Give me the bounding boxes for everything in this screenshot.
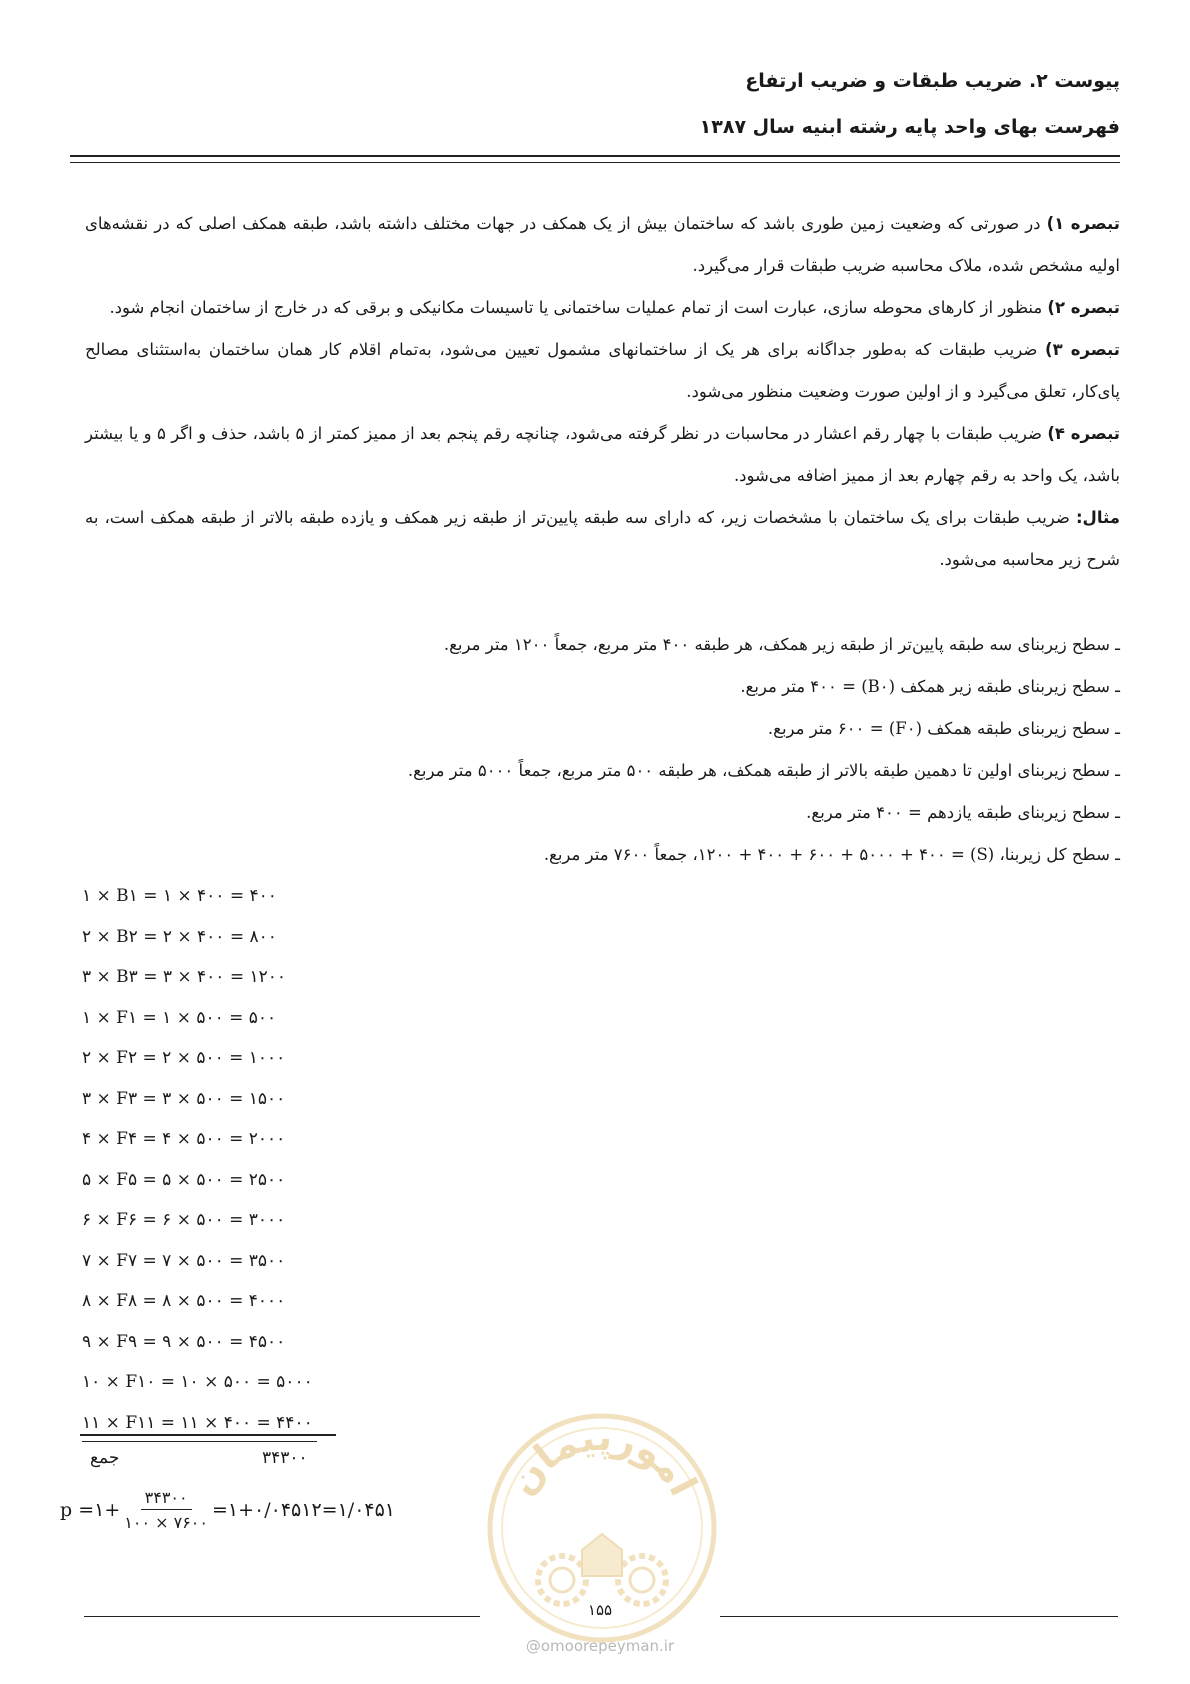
list-item: ـ سطح زیربنای سه طبقه پایین‌تر از طبقه زیر همکف، هر طبقه ۴۰۰ متر مربع، جمعاً ۱۲۰۰ متر مربع. [443,635,1120,654]
header-rule-thick [70,155,1120,157]
note-4 [85,413,1120,497]
calc-row: ۳ × B۳ = ۳ × ۴۰۰ = ۱۲۰۰ [82,967,287,987]
note-2 [85,287,1120,329]
formula-rhs: =۱+۰/۰۴۵۱۲=۱/۰۴۵۱ [211,1499,396,1521]
note-title: تبصره ۲) [1047,298,1120,317]
fraction-numerator: ۳۴۳۰۰ [141,1488,192,1510]
sum-divider [80,1434,336,1436]
list-item: ـ سطح زیربنای طبقه همکف (F۰) = ۶۰۰ متر مربع. [767,719,1120,738]
header-title: پیوست ۲. ضریب طبقات و ضریب ارتفاع [745,70,1120,92]
calc-row: ۱۱ × F۱۱ = ۱۱ × ۴۰۰ = ۴۴۰۰ [82,1405,317,1442]
calc-row: ۵ × F۵ = ۵ × ۵۰۰ = ۲۵۰۰ [82,1169,286,1190]
calculation-list [82,876,317,1443]
header-subtitle: فهرست بهای واحد پایه رشته ابنیه سال ۱۳۸۷ [699,116,1120,138]
note-title: تبصره ۴) [1047,424,1120,443]
sum-label: جمع [90,1448,120,1468]
calc-row: ۶ × F۶ = ۶ × ۵۰۰ = ۳۰۰۰ [82,1210,286,1230]
note-3 [85,329,1120,413]
list-item: ـ سطح زیربنای اولین تا دهمین طبقه بالاتر از طبقه همکف، هر طبقه ۵۰۰ متر مربع، جمعاً ۵۰۰۰ متر مربع. [407,761,1120,780]
list-item: ـ سطح کل زیربنا، (S) = ۱۲۰۰ + ۴۰۰ + ۶۰۰ + ۵۰۰۰ + ۴۰۰، جمعاً ۷۶۰۰ متر مربع. [543,845,1120,864]
example-text: ضریب طبقات برای یک ساختمان با مشخصات زیر، که دارای سه طبقه پایین‌تر از طبقه زیر همکف و یازده طبقه بالاتر از طبقه همکف است، به شرح زیر محاسبه می‌شود. [85,508,1120,569]
note-title: تبصره ۱) [1046,214,1120,233]
note-title: تبصره ۳) [1045,340,1120,359]
note-1 [85,203,1120,287]
calc-row: ۱۰ × F۱۰ = ۱۰ × ۵۰۰ = ۵۰۰۰ [82,1372,313,1392]
gear-icon [618,1556,666,1604]
calc-row: ۳ × F۳ = ۳ × ۵۰۰ = ۱۵۰۰ [82,1088,286,1109]
watermark-text: امورپیمان [499,1414,706,1503]
calc-row: ۸ × F۸ = ۸ × ۵۰۰ = ۴۰۰۰ [82,1291,286,1311]
list-item: ـ سطح زیربنای طبقه زیر همکف (B۰) = ۴۰۰ متر مربع. [740,677,1120,696]
note-text: ضریب طبقات که به‌طور جداگانه برای هر یک از ساختمانهای مشمول تعیین می‌شود، به‌تمام اقلام کار همان ساختمان به‌استثنای مصالح پای‌کار، تعلق می‌گیرد و از اولین صورت وضعیت منظور می‌شود. [85,340,1120,401]
calc-row: ۴ × F۴ = ۴ × ۵۰۰ = ۲۰۰۰ [82,1129,286,1149]
note-text: ضریب طبقات با چهار رقم اعشار در محاسبات در نظر گرفته می‌شود، چنانچه رقم پنجم بعد از ممیز کمتر از ۵ باشد، حذف و اگر ۵ و یا بیشتر باشد، یک واحد به رقم چهارم بعد از ممیز اضافه می‌شود. [85,424,1120,485]
calc-row: ۲ × B۲ = ۲ × ۴۰۰ = ۸۰۰ [82,926,277,947]
calc-row: ۲ × F۲ = ۲ × ۵۰۰ = ۱۰۰۰ [82,1048,286,1068]
calc-row: ۱ × B۱ = ۱ × ۴۰۰ = ۴۰۰ [82,886,277,906]
page-number: ۱۵۵ [587,1601,613,1619]
area-list [408,624,1120,876]
gear-icon [538,1556,586,1604]
calc-row: ۷ × F۷ = ۷ × ۵۰۰ = ۳۵۰۰ [82,1250,286,1271]
coefficient-formula [60,1488,395,1532]
page-header [700,58,1120,150]
formula-fraction [124,1488,208,1532]
site-watermark: @omoorepeyman.ir [525,1637,675,1655]
notes-section [85,203,1120,581]
example [85,497,1120,581]
note-text: منظور از کارهای محوطه سازی، عبارت است از تمام عملیات ساختمانی یا تاسیسات مکانیکی و برقی که در خارج از ساختمان انجام شود. [109,298,1048,317]
formula-lhs: p =۱+ [60,1499,121,1521]
list-item: ـ سطح زیربنای طبقه یازدهم = ۴۰۰ متر مربع. [806,803,1120,822]
sum-value: ۳۴۳۰۰ [262,1448,308,1468]
header-rule-thin [70,162,1120,163]
example-title: مثال: [1075,508,1120,527]
footer-rule-left [84,1616,480,1617]
footer-rule-right [720,1616,1118,1617]
calc-row: ۹ × F۹ = ۹ × ۵۰۰ = ۴۵۰۰ [82,1331,286,1352]
note-text: در صورتی که وضعیت زمین طوری باشد که ساختمان بیش از یک همکف در جهات مختلف داشته باشد، طبقه همکف اصلی که در نقشه‌های اولیه مشخص شده، ملاک محاسبه ضریب طبقات قرار می‌گیرد. [85,214,1120,275]
building-icon [582,1534,622,1576]
fraction-denominator: ۱۰۰ × ۷۶۰۰ [124,1513,208,1532]
calc-row: ۱ × F۱ = ۱ × ۵۰۰ = ۵۰۰ [82,1007,277,1028]
